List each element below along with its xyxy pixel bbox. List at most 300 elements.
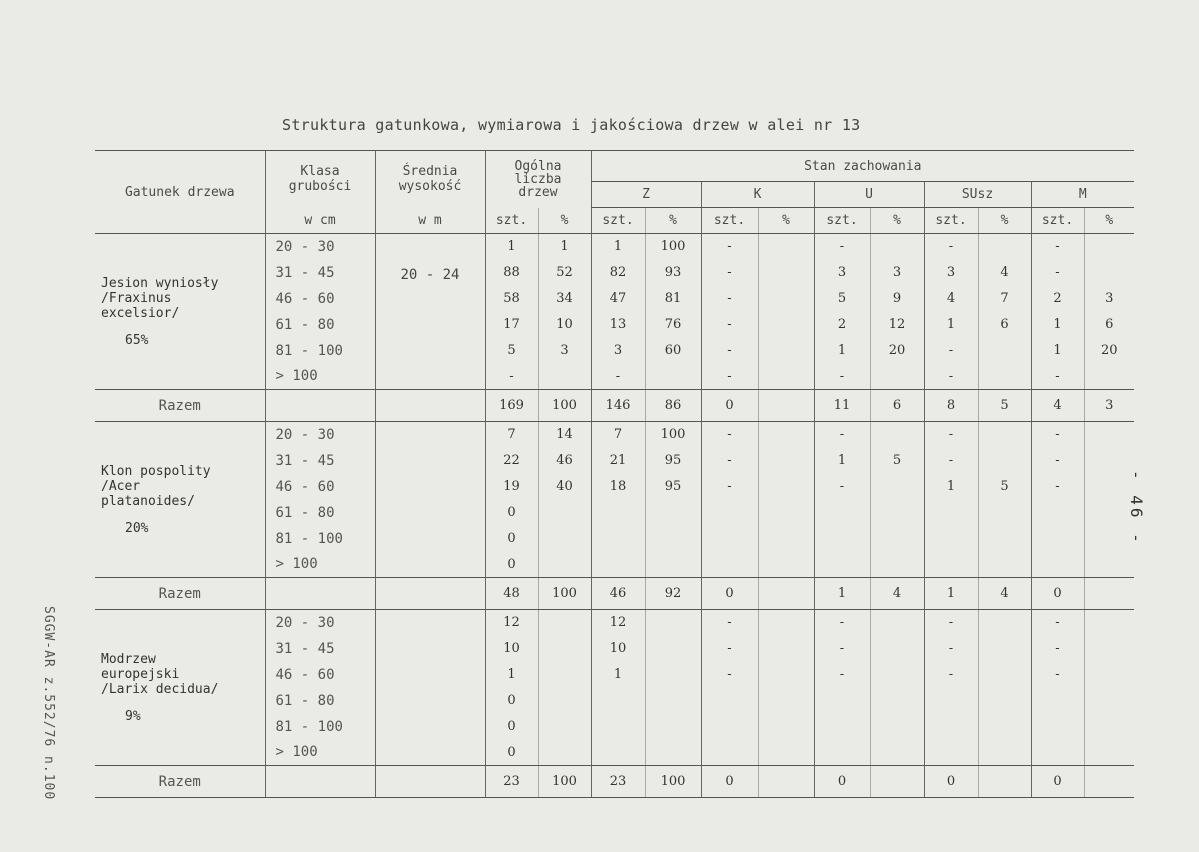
count-cell: 21	[591, 448, 645, 474]
percent-cell	[645, 610, 701, 636]
percent-cell	[758, 740, 814, 766]
percent-cell	[870, 662, 924, 688]
total-percent-cell	[870, 766, 924, 798]
razem-row	[95, 766, 1134, 798]
percent-cell: 20	[1084, 338, 1134, 364]
header-row-1	[95, 151, 1134, 182]
count-cell	[591, 552, 645, 578]
percent-cell	[758, 636, 814, 662]
percent-cell	[538, 610, 591, 636]
header-group-u: U	[814, 182, 924, 208]
diameter-class: > 100	[265, 364, 375, 390]
percent-cell: 4	[978, 260, 1031, 286]
table-row	[95, 422, 1134, 448]
species-cell	[95, 422, 265, 578]
species-name-line: Jesion wyniosły	[101, 275, 219, 291]
percent-cell	[538, 662, 591, 688]
count-cell: 4	[924, 286, 978, 312]
diameter-class: 61 - 80	[265, 500, 375, 526]
species-cell	[95, 234, 265, 390]
total-percent-cell	[758, 390, 814, 422]
count-cell: 1	[1031, 312, 1084, 338]
header-pct: %	[645, 208, 701, 234]
count-cell: 1	[591, 234, 645, 260]
percent-cell: 20	[870, 338, 924, 364]
diameter-class: 46 - 60	[265, 662, 375, 688]
count-cell	[814, 552, 870, 578]
percent-cell	[1084, 610, 1134, 636]
page-number: - 46 -	[1127, 470, 1146, 546]
count-cell: -	[814, 234, 870, 260]
percent-cell: 60	[645, 338, 701, 364]
percent-cell	[538, 526, 591, 552]
percent-cell	[758, 552, 814, 578]
diameter-class: 61 - 80	[265, 688, 375, 714]
count-cell: 10	[591, 636, 645, 662]
total-percent-cell: 4	[870, 578, 924, 610]
percent-cell	[978, 448, 1031, 474]
count-cell: 0	[485, 526, 538, 552]
diameter-class: 81 - 100	[265, 338, 375, 364]
percent-cell	[978, 500, 1031, 526]
count-cell: 0	[485, 740, 538, 766]
percent-cell	[758, 448, 814, 474]
percent-cell	[538, 636, 591, 662]
percent-cell	[758, 286, 814, 312]
count-cell: 0	[485, 552, 538, 578]
razem-empty	[375, 578, 485, 610]
table-row	[95, 610, 1134, 636]
percent-cell: 9	[870, 286, 924, 312]
percent-cell	[1084, 714, 1134, 740]
header-class-line2: grubości	[288, 179, 352, 195]
percent-cell	[645, 740, 701, 766]
percent-cell	[645, 526, 701, 552]
count-cell: 13	[591, 312, 645, 338]
count-cell: 7	[591, 422, 645, 448]
diameter-class: 31 - 45	[265, 448, 375, 474]
total-percent-cell: 100	[645, 766, 701, 798]
percent-cell	[758, 234, 814, 260]
header-pct: %	[978, 208, 1031, 234]
percent-cell	[978, 688, 1031, 714]
percent-cell	[758, 422, 814, 448]
total-percent-cell: 3	[1084, 390, 1134, 422]
count-cell	[1031, 714, 1084, 740]
species-name-line: /Fraxinus	[101, 290, 172, 306]
diameter-class: > 100	[265, 740, 375, 766]
count-cell: 22	[485, 448, 538, 474]
total-percent-cell: 100	[538, 766, 591, 798]
percent-cell	[645, 662, 701, 688]
count-cell: -	[701, 260, 758, 286]
count-cell	[924, 500, 978, 526]
header-total-line1: Ogólna	[514, 158, 562, 174]
percent-cell	[870, 474, 924, 500]
count-cell: -	[701, 234, 758, 260]
count-cell: 3	[591, 338, 645, 364]
document-title: Struktura gatunkowa, wymiarowa i jakościowa drzew w alei nr 13	[282, 116, 861, 134]
count-cell: -	[701, 448, 758, 474]
percent-cell: 14	[538, 422, 591, 448]
percent-cell	[758, 714, 814, 740]
percent-cell	[538, 688, 591, 714]
percent-cell	[870, 610, 924, 636]
count-cell	[701, 714, 758, 740]
header-pct: %	[870, 208, 924, 234]
count-cell: -	[1031, 662, 1084, 688]
header-szt: szt.	[1031, 208, 1084, 234]
percent-cell: 1	[538, 234, 591, 260]
archive-stamp: SGGW-AR z.552/76 n.100	[41, 606, 56, 801]
percent-cell	[1084, 552, 1134, 578]
percent-cell	[1084, 422, 1134, 448]
species-name-line: platanoides/	[101, 493, 195, 509]
count-cell: -	[814, 636, 870, 662]
total-count-cell: 8	[924, 390, 978, 422]
percent-cell	[978, 610, 1031, 636]
species-cell	[95, 610, 265, 766]
count-cell: 1	[814, 338, 870, 364]
count-cell: 3	[814, 260, 870, 286]
species-name-line: /Larix decidua/	[101, 681, 219, 697]
total-count-cell: 0	[701, 390, 758, 422]
header-group-m: M	[1031, 182, 1134, 208]
count-cell: -	[1031, 364, 1084, 390]
total-percent-cell: 100	[538, 578, 591, 610]
percent-cell	[870, 714, 924, 740]
header-class-line1: Klasa	[300, 164, 340, 180]
diameter-class: 61 - 80	[265, 312, 375, 338]
percent-cell	[978, 234, 1031, 260]
total-percent-cell: 86	[645, 390, 701, 422]
header-szt: szt.	[485, 208, 538, 234]
diameter-class: 81 - 100	[265, 714, 375, 740]
total-percent-cell	[1084, 766, 1134, 798]
header-szt: szt.	[701, 208, 758, 234]
mean-height: 20 - 24	[375, 234, 485, 390]
count-cell	[924, 552, 978, 578]
count-cell: -	[701, 286, 758, 312]
razem-empty	[375, 390, 485, 422]
count-cell: -	[924, 662, 978, 688]
total-count-cell: 1	[924, 578, 978, 610]
total-percent-cell: 6	[870, 390, 924, 422]
species-name-line: /Acer	[101, 478, 141, 494]
header-class-unit: w cm	[265, 208, 375, 234]
count-cell: -	[814, 662, 870, 688]
percent-cell: 7	[978, 286, 1031, 312]
count-cell: -	[924, 610, 978, 636]
header-szt: szt.	[591, 208, 645, 234]
percent-cell: 40	[538, 474, 591, 500]
total-count-cell: 0	[701, 578, 758, 610]
table-body	[95, 234, 1134, 798]
razem-empty	[265, 390, 375, 422]
count-cell: 19	[485, 474, 538, 500]
count-cell: 2	[1031, 286, 1084, 312]
count-cell: -	[924, 422, 978, 448]
count-cell	[591, 740, 645, 766]
percent-cell	[538, 500, 591, 526]
count-cell: 47	[591, 286, 645, 312]
header-stan: Stan zachowania	[591, 151, 1134, 182]
percent-cell	[870, 688, 924, 714]
percent-cell	[645, 688, 701, 714]
percent-cell	[1084, 448, 1134, 474]
percent-cell	[978, 422, 1031, 448]
header-szt: szt.	[924, 208, 978, 234]
count-cell	[924, 714, 978, 740]
percent-cell: 3	[870, 260, 924, 286]
diameter-class: 20 - 30	[265, 610, 375, 636]
count-cell: 0	[485, 714, 538, 740]
percent-cell	[758, 688, 814, 714]
count-cell: -	[701, 338, 758, 364]
percent-cell	[978, 662, 1031, 688]
total-percent-cell	[1084, 578, 1134, 610]
count-cell: 1	[924, 312, 978, 338]
count-cell: -	[1031, 448, 1084, 474]
count-cell: -	[701, 662, 758, 688]
species-share: 65%	[125, 332, 149, 348]
percent-cell	[978, 636, 1031, 662]
header-total-line2: liczba	[514, 171, 562, 187]
total-percent-cell	[978, 766, 1031, 798]
percent-cell	[758, 610, 814, 636]
count-cell: -	[701, 312, 758, 338]
percent-cell	[1084, 474, 1134, 500]
percent-cell	[1084, 688, 1134, 714]
count-cell	[814, 714, 870, 740]
percent-cell	[758, 526, 814, 552]
count-cell: -	[814, 422, 870, 448]
species-name-line: Modrzew	[101, 651, 156, 667]
count-cell: 7	[485, 422, 538, 448]
diameter-class: 31 - 45	[265, 636, 375, 662]
total-percent-cell: 4	[978, 578, 1031, 610]
count-cell: -	[485, 364, 538, 390]
header-height	[375, 151, 485, 208]
species-name-line: Klon pospolity	[101, 463, 211, 479]
percent-cell	[978, 526, 1031, 552]
count-cell: 88	[485, 260, 538, 286]
total-count-cell: 48	[485, 578, 538, 610]
razem-empty	[375, 766, 485, 798]
count-cell: 5	[814, 286, 870, 312]
total-count-cell: 0	[814, 766, 870, 798]
percent-cell	[870, 526, 924, 552]
count-cell	[814, 740, 870, 766]
percent-cell	[758, 364, 814, 390]
total-percent-cell: 5	[978, 390, 1031, 422]
percent-cell	[758, 662, 814, 688]
percent-cell: 6	[1084, 312, 1134, 338]
percent-cell	[870, 636, 924, 662]
percent-cell: 10	[538, 312, 591, 338]
diameter-class: 81 - 100	[265, 526, 375, 552]
percent-cell: 95	[645, 474, 701, 500]
count-cell: 17	[485, 312, 538, 338]
count-cell	[924, 740, 978, 766]
count-cell	[814, 688, 870, 714]
header-total	[485, 151, 591, 208]
percent-cell	[1084, 364, 1134, 390]
tree-structure-table	[95, 150, 1134, 798]
count-cell: -	[814, 364, 870, 390]
total-count-cell: 1	[814, 578, 870, 610]
header-height-line1: Średnia	[402, 164, 458, 180]
percent-cell: 3	[538, 338, 591, 364]
razem-label: Razem	[95, 578, 265, 610]
count-cell: 5	[485, 338, 538, 364]
count-cell	[591, 526, 645, 552]
header-height-line2: wysokość	[398, 179, 462, 195]
table-row	[95, 234, 1134, 260]
percent-cell	[978, 552, 1031, 578]
count-cell: -	[924, 448, 978, 474]
count-cell	[701, 740, 758, 766]
total-percent-cell: 92	[645, 578, 701, 610]
count-cell: 82	[591, 260, 645, 286]
count-cell: -	[1031, 636, 1084, 662]
count-cell: 0	[485, 500, 538, 526]
percent-cell	[870, 234, 924, 260]
count-cell	[701, 500, 758, 526]
count-cell	[1031, 688, 1084, 714]
species-name-line: europejski	[101, 666, 180, 682]
header-height-unit: w m	[375, 208, 485, 234]
count-cell: -	[701, 422, 758, 448]
razem-row	[95, 390, 1134, 422]
count-cell: -	[924, 338, 978, 364]
count-cell: -	[701, 610, 758, 636]
species-share: 9%	[125, 708, 141, 724]
header-szt: szt.	[814, 208, 870, 234]
percent-cell	[870, 500, 924, 526]
count-cell: 18	[591, 474, 645, 500]
percent-cell	[645, 714, 701, 740]
count-cell	[1031, 740, 1084, 766]
mean-height	[375, 422, 485, 578]
percent-cell	[1084, 526, 1134, 552]
percent-cell	[978, 740, 1031, 766]
count-cell	[814, 500, 870, 526]
total-percent-cell	[758, 766, 814, 798]
count-cell	[1031, 552, 1084, 578]
total-count-cell: 23	[591, 766, 645, 798]
percent-cell: 46	[538, 448, 591, 474]
count-cell: -	[814, 610, 870, 636]
count-cell	[701, 552, 758, 578]
count-cell: 3	[924, 260, 978, 286]
header-pct: %	[1084, 208, 1134, 234]
percent-cell: 12	[870, 312, 924, 338]
percent-cell	[870, 552, 924, 578]
percent-cell	[870, 740, 924, 766]
count-cell	[591, 500, 645, 526]
mean-height	[375, 610, 485, 766]
percent-cell: 100	[645, 234, 701, 260]
percent-cell	[870, 422, 924, 448]
percent-cell: 95	[645, 448, 701, 474]
header-group-susz: SUsz	[924, 182, 1031, 208]
percent-cell	[1084, 740, 1134, 766]
count-cell: -	[701, 364, 758, 390]
header-class	[265, 151, 375, 208]
percent-cell: 5	[978, 474, 1031, 500]
percent-cell	[758, 338, 814, 364]
percent-cell: 5	[870, 448, 924, 474]
total-count-cell: 0	[924, 766, 978, 798]
header-total-line3: drzew	[518, 184, 558, 200]
count-cell: 58	[485, 286, 538, 312]
count-cell: 12	[485, 610, 538, 636]
razem-label: Razem	[95, 390, 265, 422]
percent-cell	[978, 338, 1031, 364]
percent-cell: 81	[645, 286, 701, 312]
count-cell: 0	[485, 688, 538, 714]
count-cell	[1031, 526, 1084, 552]
razem-empty	[265, 766, 375, 798]
count-cell: -	[591, 364, 645, 390]
percent-cell: 76	[645, 312, 701, 338]
percent-cell	[870, 364, 924, 390]
count-cell: -	[1031, 260, 1084, 286]
percent-cell	[978, 714, 1031, 740]
percent-cell	[758, 312, 814, 338]
diameter-class: 31 - 45	[265, 260, 375, 286]
diameter-class: 46 - 60	[265, 286, 375, 312]
total-count-cell: 146	[591, 390, 645, 422]
percent-cell: 3	[1084, 286, 1134, 312]
percent-cell	[1084, 662, 1134, 688]
count-cell: 10	[485, 636, 538, 662]
percent-cell	[538, 740, 591, 766]
header-species: Gatunek drzewa	[95, 151, 265, 234]
species-name-line: excelsior/	[101, 305, 180, 321]
count-cell	[1031, 500, 1084, 526]
diameter-class: > 100	[265, 552, 375, 578]
percent-cell	[538, 552, 591, 578]
percent-cell	[538, 364, 591, 390]
percent-cell	[758, 500, 814, 526]
count-cell: 1	[924, 474, 978, 500]
count-cell	[701, 526, 758, 552]
count-cell: -	[924, 234, 978, 260]
count-cell: 12	[591, 610, 645, 636]
razem-label: Razem	[95, 766, 265, 798]
count-cell	[814, 526, 870, 552]
percent-cell	[1084, 500, 1134, 526]
percent-cell: 100	[645, 422, 701, 448]
total-count-cell: 46	[591, 578, 645, 610]
count-cell	[701, 688, 758, 714]
percent-cell	[1084, 636, 1134, 662]
count-cell: -	[924, 636, 978, 662]
count-cell: -	[814, 474, 870, 500]
percent-cell	[1084, 260, 1134, 286]
header-pct: %	[758, 208, 814, 234]
header-group-k: K	[701, 182, 814, 208]
total-count-cell: 0	[1031, 578, 1084, 610]
count-cell	[591, 688, 645, 714]
percent-cell	[538, 714, 591, 740]
total-count-cell: 23	[485, 766, 538, 798]
total-count-cell: 11	[814, 390, 870, 422]
count-cell: -	[701, 636, 758, 662]
count-cell: 1	[1031, 338, 1084, 364]
